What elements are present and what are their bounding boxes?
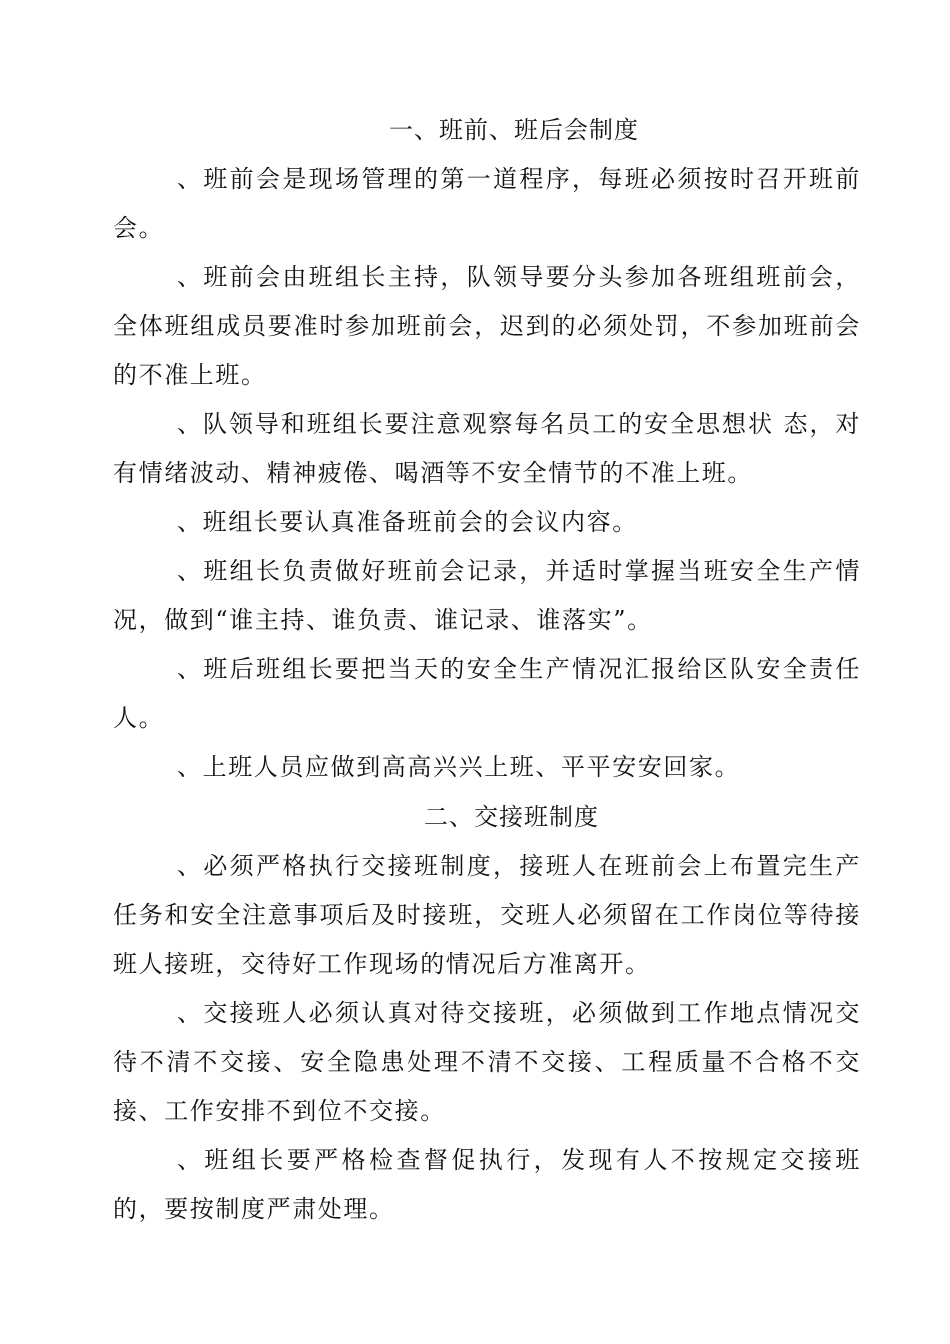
section-2-paragraph-2: 、交接班人必须认真对待交接班，必须做到工作地点情况交待不清不交接、安全隐患处理不清不交接、工程质量不合格不交接、工作安排不到位不交接。 xyxy=(113,999,861,1125)
section-2-paragraph-3: 、班组长要严格检查督促执行，发现有人不按规定交接班的，要按制度严肃处理。 xyxy=(113,1146,861,1223)
section-1-paragraph-5: 、班组长负责做好班前会记录，并适时掌握当班安全生产情况，做到“谁主持、谁负责、谁记录、谁落实”。 xyxy=(113,557,861,634)
section-1-paragraph-6: 、班后班组长要把当天的安全生产情况汇报给区队安全责任人。 xyxy=(113,655,861,732)
section-1-paragraph-3: 、队领导和班组长要注意观察每名员工的安全思想状 态，对有情绪波动、精神疲倦、喝酒等不安全情节的不准上班。 xyxy=(113,410,861,487)
section-1-paragraph-7: 、上班人员应做到高高兴兴上班、平平安安回家。 xyxy=(177,753,741,781)
section-1-paragraph-1: 、班前会是现场管理的第一道程序，每班必须按时召开班前会。 xyxy=(113,165,861,242)
section-1-paragraph-2: 、班前会由班组长主持，队领导要分头参加各班组班前会，全体班组成员要准时参加班前会，迟到的必须处罚，不参加班前会的不准上班。 xyxy=(113,263,861,389)
document-page xyxy=(113,105,861,1234)
section-2-title: 二、交接班制度 xyxy=(424,803,599,831)
section-2-paragraph-1: 、必须严格执行交接班制度，接班人在班前会上布置完生产任务和安全注意事项后及时接班，交班人必须留在工作岗位等待接班人接班，交待好工作现场的情况后方准离开。 xyxy=(113,852,861,978)
section-1-paragraph-4: 、班组长要认真准备班前会的会议内容。 xyxy=(177,508,638,536)
section-1-title: 一、班前、班后会制度 xyxy=(389,116,639,144)
